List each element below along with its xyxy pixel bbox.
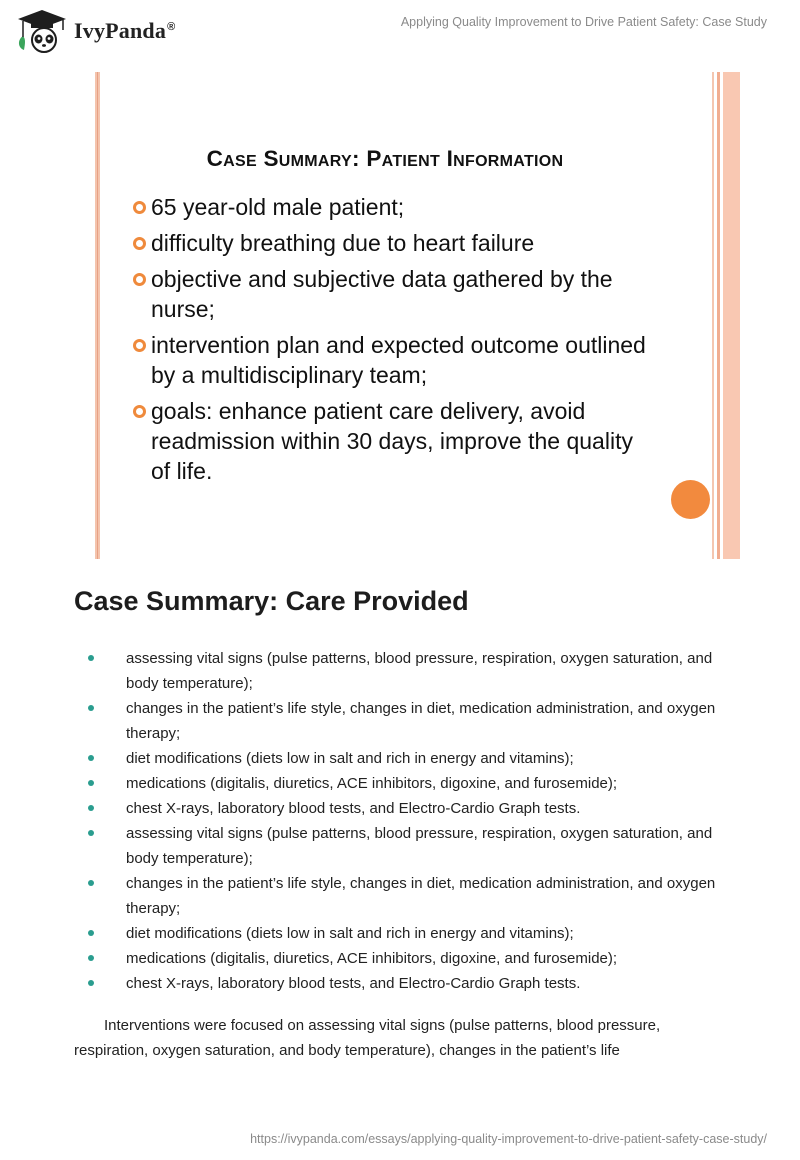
- ring-bullet-icon: [133, 201, 146, 214]
- slide-right-border: [712, 72, 740, 559]
- care-provided-list: [74, 646, 734, 996]
- slide-list-item: intervention plan and expected outcome outlined by a multidisciplinary team;: [133, 330, 653, 390]
- bullet-dot-icon: [88, 705, 94, 711]
- list-item: diet modifications (diets low in salt and rich in energy and vitamins);: [74, 921, 734, 946]
- ring-bullet-icon: [133, 405, 146, 418]
- registered-mark: ®: [167, 20, 176, 33]
- slide-list-item: objective and subjective data gathered by the nurse;: [133, 264, 653, 324]
- ring-bullet-icon: [133, 273, 146, 286]
- list-item: changes in the patient’s life style, changes in diet, medication administration, and oxygen therapy;: [74, 871, 734, 921]
- slide-list-item: difficulty breathing due to heart failure: [133, 228, 653, 258]
- slide-title: Case Summary: Patient Information: [206, 146, 564, 171]
- slide-list-item: goals: enhance patient care delivery, avoid readmission within 30 days, improve the quality of life.: [133, 396, 653, 486]
- source-url-link[interactable]: https://ivypanda.com/essays/applying-quality-improvement-to-drive-patient-safety-case-study/: [250, 1132, 767, 1146]
- bullet-dot-icon: [88, 980, 94, 986]
- presentation-slide: [95, 72, 740, 559]
- list-item: assessing vital signs (pulse patterns, blood pressure, respiration, oxygen saturation, and body temperature);: [74, 646, 734, 696]
- bullet-dot-icon: [88, 930, 94, 936]
- page-header: [0, 0, 800, 60]
- document-title: Applying Quality Improvement to Drive Patient Safety: Case Study: [400, 15, 767, 29]
- bullet-dot-icon: [88, 880, 94, 886]
- list-item: chest X-rays, laboratory blood tests, and Electro-Cardio Graph tests.: [74, 796, 734, 821]
- bullet-dot-icon: [88, 830, 94, 836]
- list-item: diet modifications (diets low in salt and rich in energy and vitamins);: [74, 746, 734, 771]
- brand-logo-link[interactable]: [14, 8, 175, 54]
- panda-graduate-icon: [14, 8, 70, 54]
- list-item: chest X-rays, laboratory blood tests, and Electro-Cardio Graph tests.: [74, 971, 734, 996]
- bullet-dot-icon: [88, 955, 94, 961]
- slide-bullet-list: [133, 192, 653, 492]
- list-item: assessing vital signs (pulse patterns, blood pressure, respiration, oxygen saturation, and body temperature);: [74, 821, 734, 871]
- section-heading: Case Summary: Care Provided: [74, 586, 469, 616]
- brand-name: IvyPanda®: [74, 18, 176, 43]
- ring-bullet-icon: [133, 339, 146, 352]
- list-item: medications (digitalis, diuretics, ACE inhibitors, digoxine, and furosemide);: [74, 946, 734, 971]
- list-item: changes in the patient’s life style, changes in diet, medication administration, and oxygen therapy;: [74, 696, 734, 746]
- bullet-dot-icon: [88, 780, 94, 786]
- bullet-dot-icon: [88, 805, 94, 811]
- bullet-dot-icon: [88, 755, 94, 761]
- slide-list-item: 65 year-old male patient;: [133, 192, 653, 222]
- body-paragraph: Interventions were focused on assessing vital signs (pulse patterns, blood pressure, respiration, oxygen saturation, and body temperature), changes in the patient’s life: [74, 1017, 661, 1059]
- list-item: medications (digitalis, diuretics, ACE inhibitors, digoxine, and furosemide);: [74, 771, 734, 796]
- ring-bullet-icon: [133, 237, 146, 250]
- bullet-dot-icon: [88, 655, 94, 661]
- slide-decorative-dot: [671, 480, 710, 519]
